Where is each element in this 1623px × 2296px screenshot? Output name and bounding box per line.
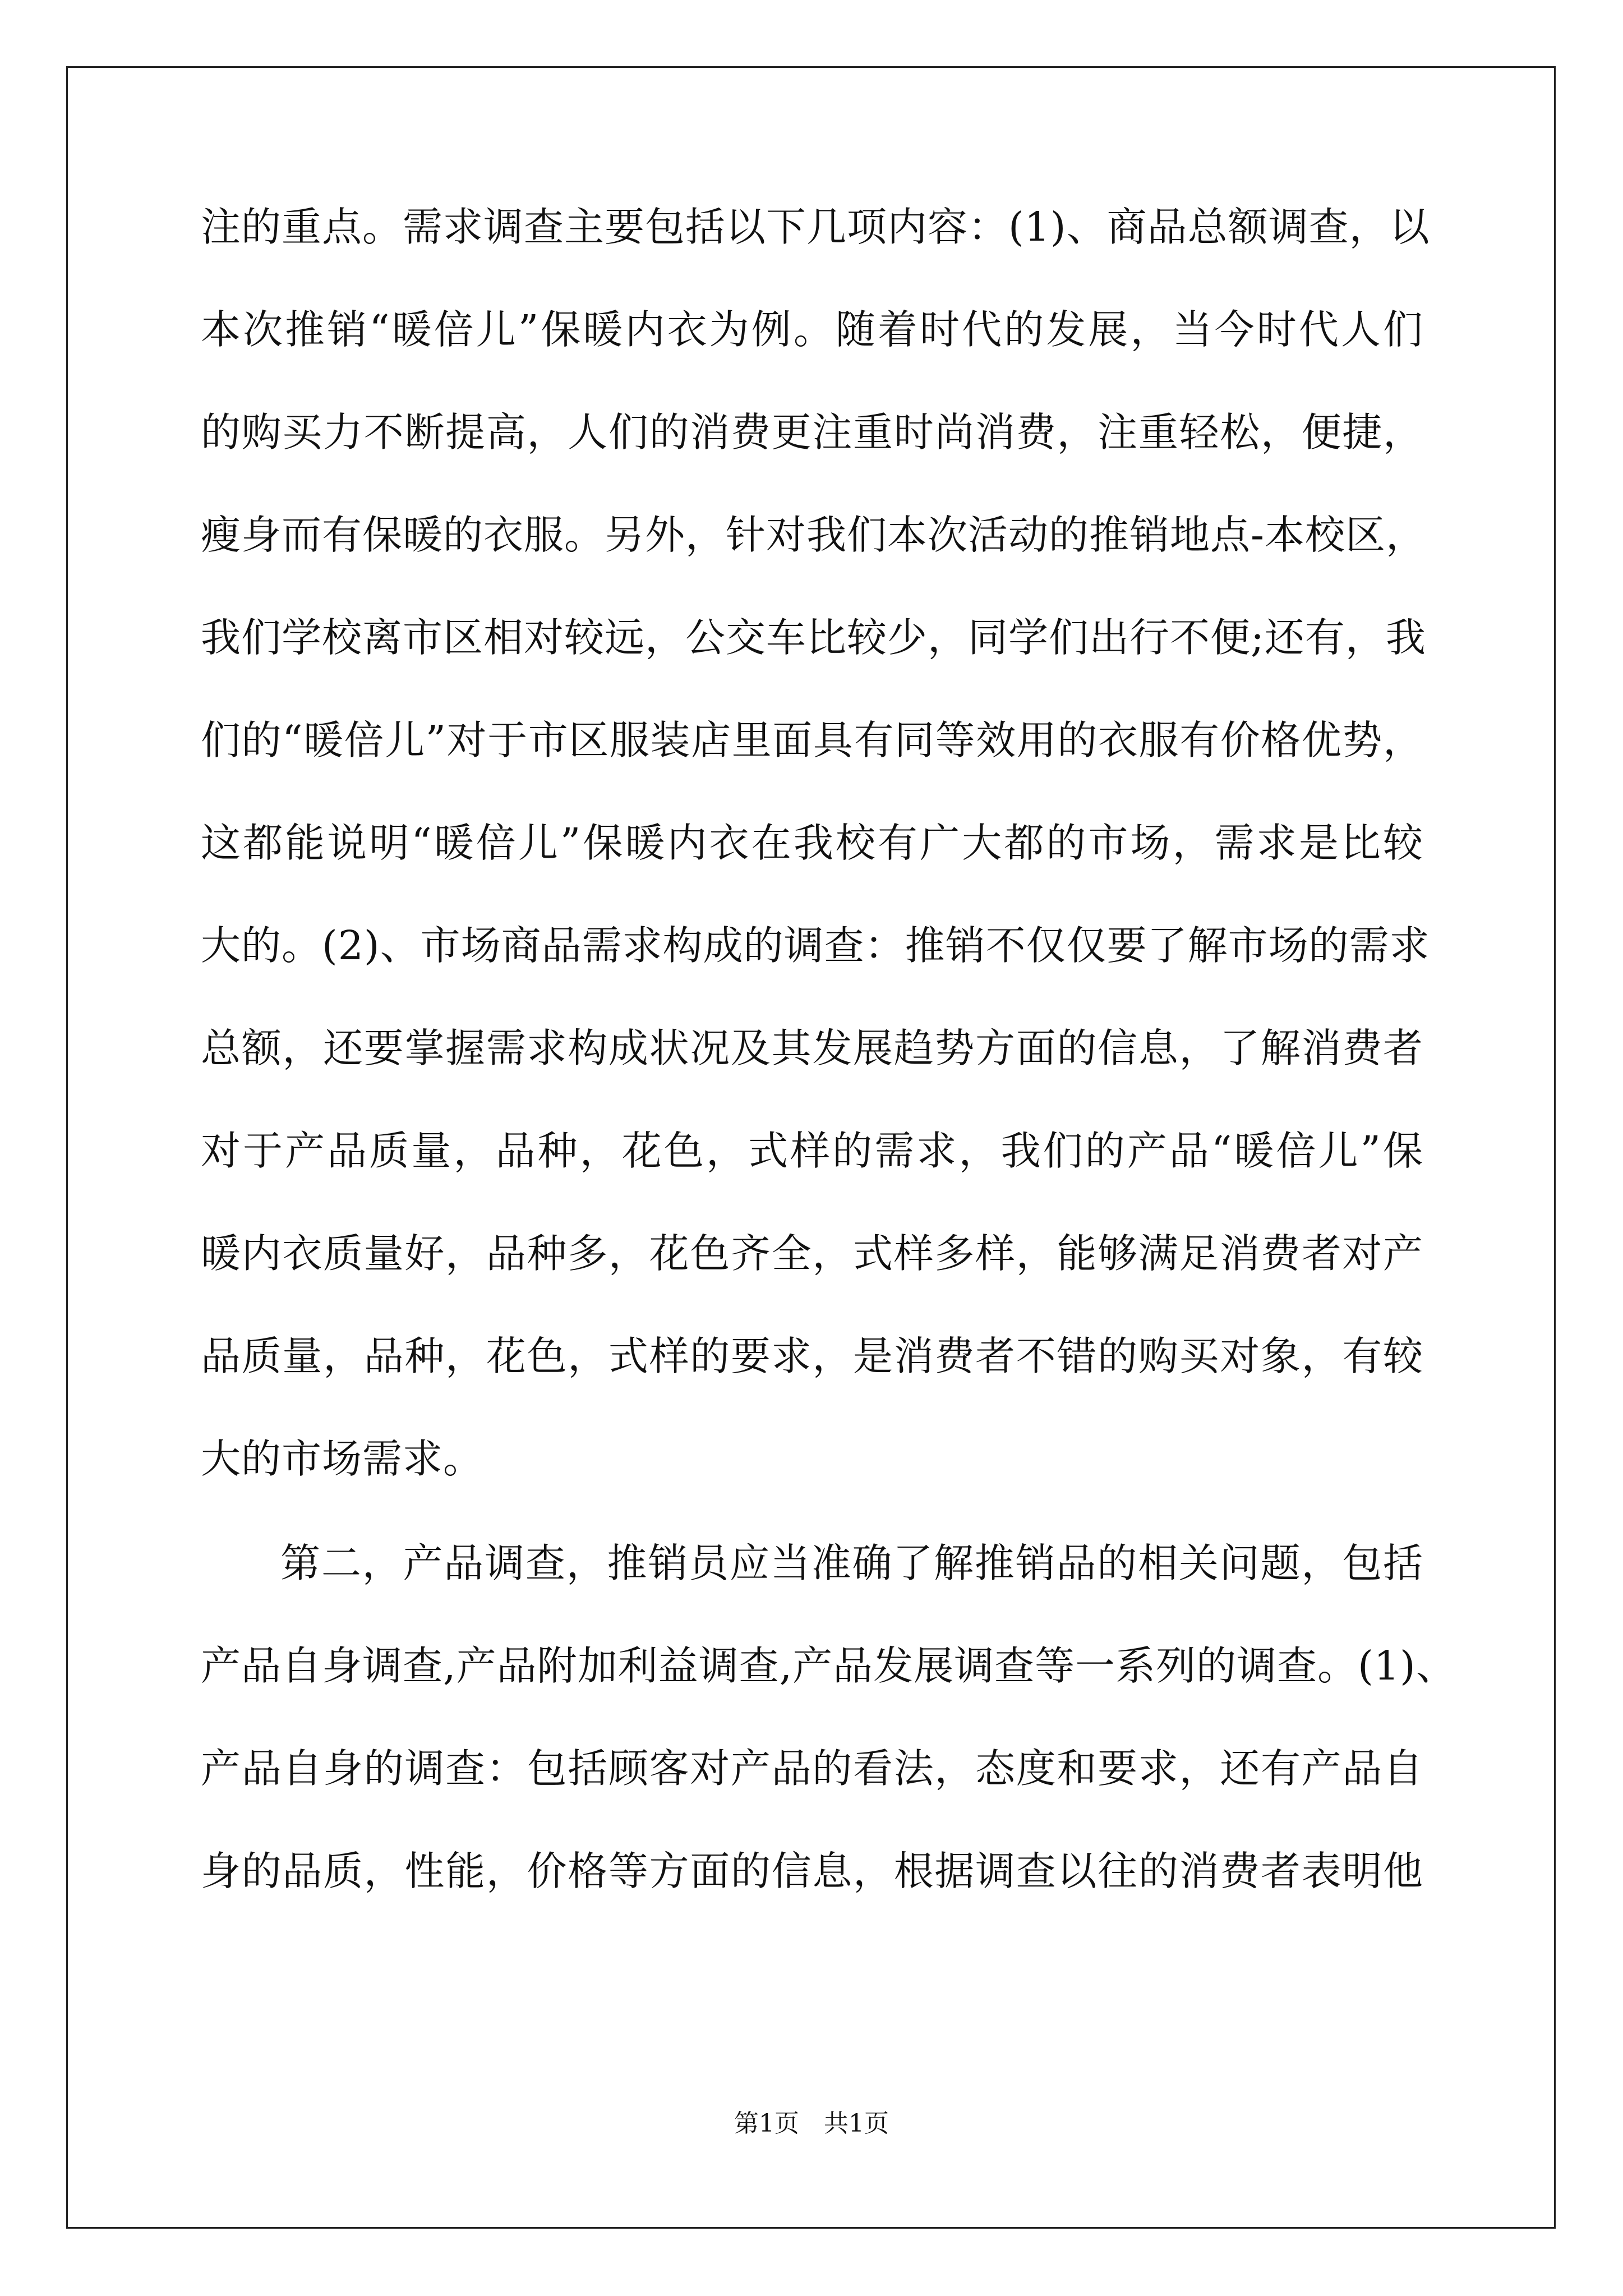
page-footer (0, 2108, 1623, 2139)
text-line: 暖内衣质量好，品种多，花色齐全，式样多样，能够满足消费者对产 (201, 1230, 1423, 1277)
paragraph-first-line: 第二，产品调查，推销员应当准确了解推销品的相关问题，包括 (280, 1540, 1423, 1586)
text-line: 本次推销“暖倍儿”保暖内衣为例。随着时代的发展，当今时代人们 (201, 306, 1423, 353)
page-number: 第1页 (734, 2109, 799, 2138)
text-line: 身的品质，性能，价格等方面的信息，根据调查以往的消费者表明他 (201, 1848, 1423, 1894)
text-line: 的购买力不断提高，人们的消费更注重时尚消费，注重轻松，便捷， (201, 409, 1423, 455)
text-line: 瘦身而有保暖的衣服。另外，针对我们本次活动的推销地点-本校区， (201, 512, 1426, 558)
page-total: 共1页 (824, 2109, 889, 2138)
text-line: 大的。(2)、市场商品需求构成的调查：推销不仅仅要了解市场的需求 (201, 922, 1430, 969)
text-line: 总额，还要掌握需求构成状况及其发展趋势方面的信息，了解消费者 (201, 1025, 1423, 1071)
text-line: 注的重点。需求调查主要包括以下几项内容：(1)、商品总额调查，以 (201, 204, 1430, 250)
text-line: 对于产品质量，品种，花色，式样的需求，我们的产品“暖倍儿”保 (201, 1128, 1423, 1174)
text-line: 我们学校离市区相对较远，公交车比较少，同学们出行不便;还有，我 (201, 614, 1426, 661)
text-line: 这都能说明“暖倍儿”保暖内衣在我校有广大都的市场，需求是比较 (201, 820, 1423, 866)
text-line: 们的“暖倍儿”对于市区服装店里面具有同等效用的衣服有价格优势， (201, 717, 1423, 763)
text-line: 品质量，品种，花色，式样的要求，是消费者不错的购买对象，有较 (201, 1333, 1423, 1379)
text-line: 产品自身调查,产品附加利益调查,产品发展调查等一系列的调查。(1)、 (201, 1642, 1456, 1689)
text-line: 大的市场需求。 (201, 1435, 484, 1482)
text-line: 产品自身的调查：包括顾客对产品的看法，态度和要求，还有产品自 (201, 1745, 1423, 1792)
